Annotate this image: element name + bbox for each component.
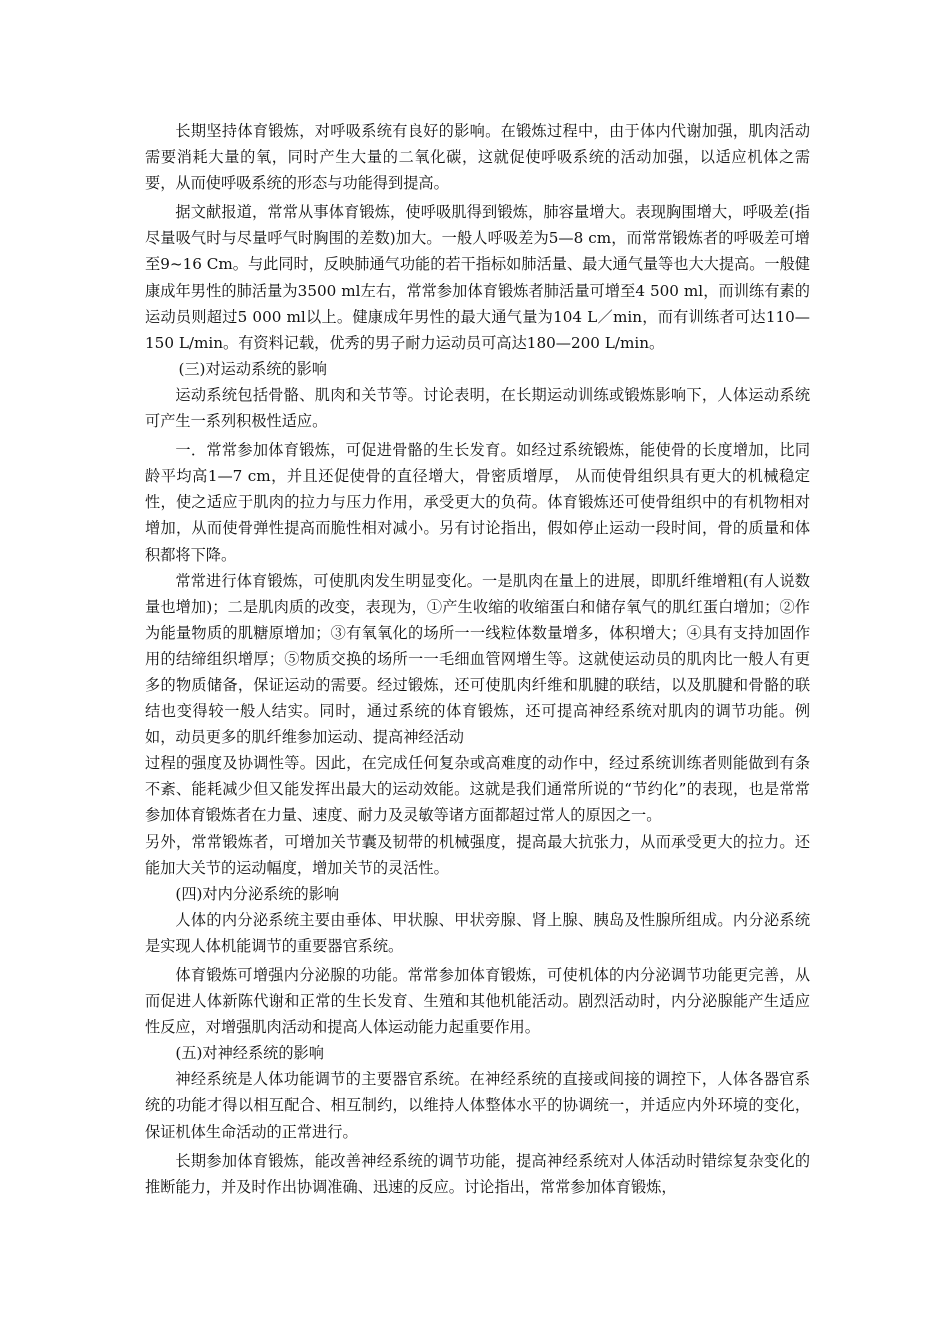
paragraph-nervous-intro: 神经系统是人体功能调节的主要器官系统。在神经系统的直接或间接的调控下，人体各器官系统的功能才得以相互配合、相互制约，以维持人体整体水平的协调统一，并适应内外环境的变化，保证机体生命活动的正常进行。 <box>145 1070 810 1141</box>
paragraph-respiratory-intro: 长期坚持体育锻炼，对呼吸系统有良好的影响。在锻炼过程中，由于体内代谢加强，肌肉活动需要消耗大量的氧，同时产生大量的二氧化碳，这就促使呼吸系统的活动加强，以适应机体之需要，从而使呼吸系统的形态与功能得到提高。 <box>145 122 810 193</box>
paragraph-endocrine-intro: 人体的内分泌系统主要由垂体、甲状腺、甲状旁腺、肾上腺、胰岛及性腺所组成。内分泌系统是实现人体机能调节的重要器官系统。 <box>145 910 810 955</box>
section-heading-endocrine-system: (四)对内分泌系统的影响 <box>175 884 340 903</box>
section-heading-motor-system: (三)对运动系统的影响 <box>178 359 327 378</box>
paragraph-respiratory-data: 据文献报道，常常从事体育锻炼，使呼吸肌得到锻炼，肺容量增大。表现胸围增大，呼吸差(指尽量吸气时与尽量呼气时胸围的差数)加大。一般人呼吸差为5—8 cm，而常常锻炼者的呼吸差可增至9~16 Cm。与此同时，反映肺通气功能的若干指标如肺活量、最大通气量等也大大提高。一般健康成年男性的肺活量为3500 ml左右，常常参加体育锻炼者肺活量可增至4 500 ml，而训练有素的运动员则超过5 000 ml以上。健康成年男性的最大通气量为104 L／min，而有训练者可达110—150 L/min。有资料记载，优秀的男子耐力运动员可高达180—200 L/min。 <box>145 203 810 352</box>
paragraph-muscle-changes: 常常进行体育锻炼，可使肌肉发生明显变化。一是肌肉在量上的进展，即肌纤维增粗(有人说数量也增加)；二是肌肉质的改变，表现为，①产生收缩的收缩蛋白和储存氧气的肌红蛋白增加；②作为能量物质的肌糖原增加；③有氧氧化的场所一一线粒体数量增多，体积增大；④具有支持加固作用的结缔组织增厚；⑤物质交换的场所一一毛细血管网增生等。这就使运动员的肌肉比一般人有更多的物质储备，保证运动的需要。经过锻炼，还可使肌肉纤维和肌腱的联结，以及肌腱和骨骼的联结也变得较一般人结实。同时，通过系统的体育锻炼，还可提高神经系统对肌肉的调节功能。例如，动员更多的肌纤维参加运动、提高神经活动 <box>145 571 810 747</box>
paragraph-bone-growth: 一．常常参加体育锻炼，可促进骨骼的生长发育。如经过系统锻炼，能使骨的长度增加，比同龄平均高1—7 cm，并且还促使骨的直径增大，骨密质增厚， 从而使骨组织具有更大的机械稳定性，使之适应于肌肉的拉力与压力作用，承受更大的负荷。体育锻炼还可使骨组织中的有机物相对增加，从而使骨弹性提高而脆性相对减小。另有讨论指出，假如停止运动一段时间，骨的质量和体积都将下降。 <box>145 441 810 564</box>
paragraph-joints: 另外，常常锻炼者，可增加关节囊及韧带的机械强度，提高最大抗张力，从而承受更大的拉力。还能加大关节的运动幅度，增加关节的灵活性。 <box>145 832 810 877</box>
section-heading-nervous-system: (五)对神经系统的影响 <box>175 1044 324 1063</box>
document-body <box>145 118 810 1200</box>
paragraph-nervous-effects: 长期参加体育锻炼，能改善神经系统的调节功能，提高神经系统对人体活动时错综复杂变化的推断能力，并及时作出协调准确、迅速的反应。讨论指出，常常参加体育锻炼， <box>145 1151 810 1196</box>
paragraph-endocrine-effects: 体育锻炼可增强内分泌腺的功能。常常参加体育锻炼，可使机体的内分泌调节功能更完善，从而促进人体新陈代谢和正常的生长发育、生殖和其他机能活动。剧烈活动时，内分泌腺能产生适应性反应，对增强肌肉活动和提高人体运动能力起重要作用。 <box>145 966 810 1037</box>
paragraph-motor-intro: 运动系统包括骨骼、肌肉和关节等。讨论表明，在长期运动训练或锻炼影响下，人体运动系统可产生一系列积极性适应。 <box>145 385 810 431</box>
paragraph-muscle-continued: 过程的强度及协调性等。因此，在完成任何复杂或高难度的动作中，经过系统训练者则能做到有条不紊、能耗减少但又能发挥出最大的运动效能。这就是我们通常所说的“节约化”的表现，也是常常参加体育锻炼者在力量、速度、耐力及灵敏等诸方面都超过常人的原因之一。 <box>145 754 810 825</box>
